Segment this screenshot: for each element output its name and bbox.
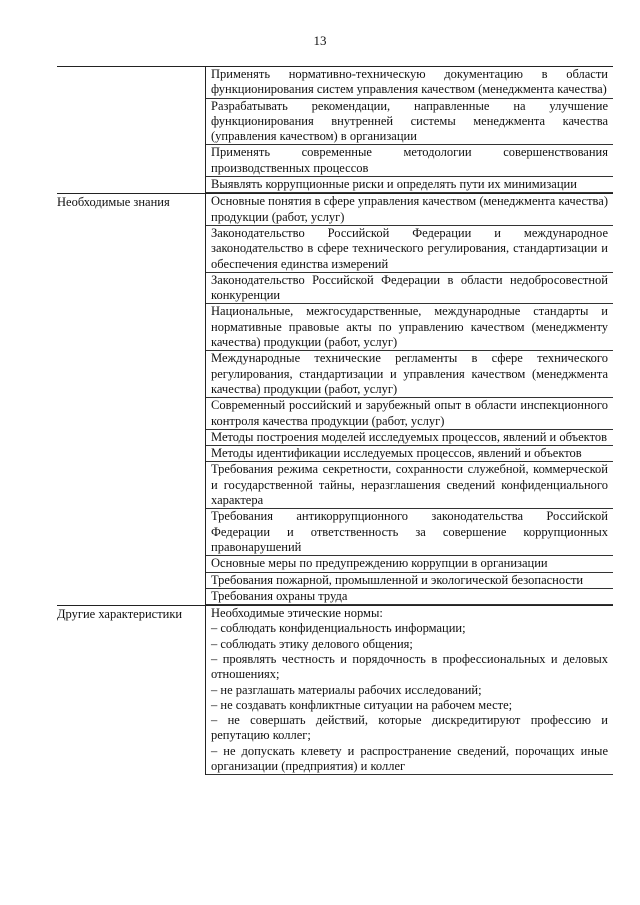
list-item: Основные меры по предупреждению коррупции в организации (206, 556, 613, 572)
list-item: Законодательство Российской Федерации в области недобросовестной конкуренции (206, 273, 613, 305)
list-item: Методы идентификации исследуемых процессов, явлений и объектов (206, 446, 613, 462)
list-item: Требования охраны труда (206, 589, 613, 605)
list-item: – не создавать конфликтные ситуации на рабочем месте; (211, 697, 513, 712)
list-item: Требования пожарной, промышленной и экологической безопасности (206, 573, 613, 589)
list-item: Требования антикоррупционного законодательства Российской Федерации и ответственность за совершение коррупционных правонарушений (206, 509, 613, 556)
list-item: Применять нормативно-техническую документацию в области функционирования систем управления качеством (менеджмента качества) (206, 67, 613, 99)
row-label (57, 67, 206, 194)
list-item: – соблюдать этику делового общения; (211, 636, 413, 651)
list-item: Необходимые этические нормы: (211, 606, 383, 621)
list-item: – не разглашать материалы рабочих исследований; (211, 682, 482, 697)
list-item: Требования режима секретности, сохранности служебной, коммерческой и государственной тайны, неразглашения сведений конфиденциального характера (206, 462, 613, 509)
row-content (206, 67, 614, 194)
list-item: Современный российский и зарубежный опыт в области инспекционного контроля качества продукции (работ, услуг) (206, 398, 613, 430)
qualification-table (57, 66, 613, 775)
list-item: Международные технические регламенты в сфере технического регулирования, стандартизации и управления качеством (менеджмента качества) продукции (работ, услуг) (206, 351, 613, 398)
list-item: – проявлять честность и порядочность в профессиональных и деловых отношениях; (211, 651, 608, 682)
row-label: Другие характеристики (57, 606, 206, 776)
list-item: Национальные, межгосударственные, международные стандарты и нормативные правовые акты по управлению качеством (менеджменту качества) продукции (работ, услуг) (206, 304, 613, 351)
table-row-knowledge (57, 194, 613, 606)
list-item: – не совершать действий, которые дискредитируют профессию и репутацию коллег; (211, 713, 608, 743)
page-number: 13 (313, 33, 327, 48)
list-item: Методы построения моделей исследуемых процессов, явлений и объектов (206, 430, 613, 446)
row-label: Необходимые знания (57, 194, 206, 606)
list-item: – не допускать клевету и распространение сведений, порочащих иные организации (предприятия) и коллег (206, 744, 613, 776)
list-item: Разрабатывать рекомендации, направленные на улучшение функционирования внутренней системы менеджмента качества (управления качеством) в организации (206, 99, 613, 146)
row-content (206, 194, 614, 606)
list-item: Применять современные методологии совершенствования производственных процессов (206, 145, 613, 177)
list-item: Законодательство Российской Федерации и международное законодательство в сфере технического регулирования, стандартизации и обеспечения единства измерений (206, 226, 613, 273)
list-item: Выявлять коррупционные риски и определять пути их минимизации (206, 177, 613, 193)
table-row-other (57, 606, 613, 776)
list-item: Основные понятия в сфере управления качеством (менеджмента качества) продукции (работ, услуг) (206, 194, 613, 226)
table-row-skills (57, 67, 613, 194)
list-item: – соблюдать конфиденциальность информации; (211, 621, 466, 636)
row-content (206, 606, 614, 776)
